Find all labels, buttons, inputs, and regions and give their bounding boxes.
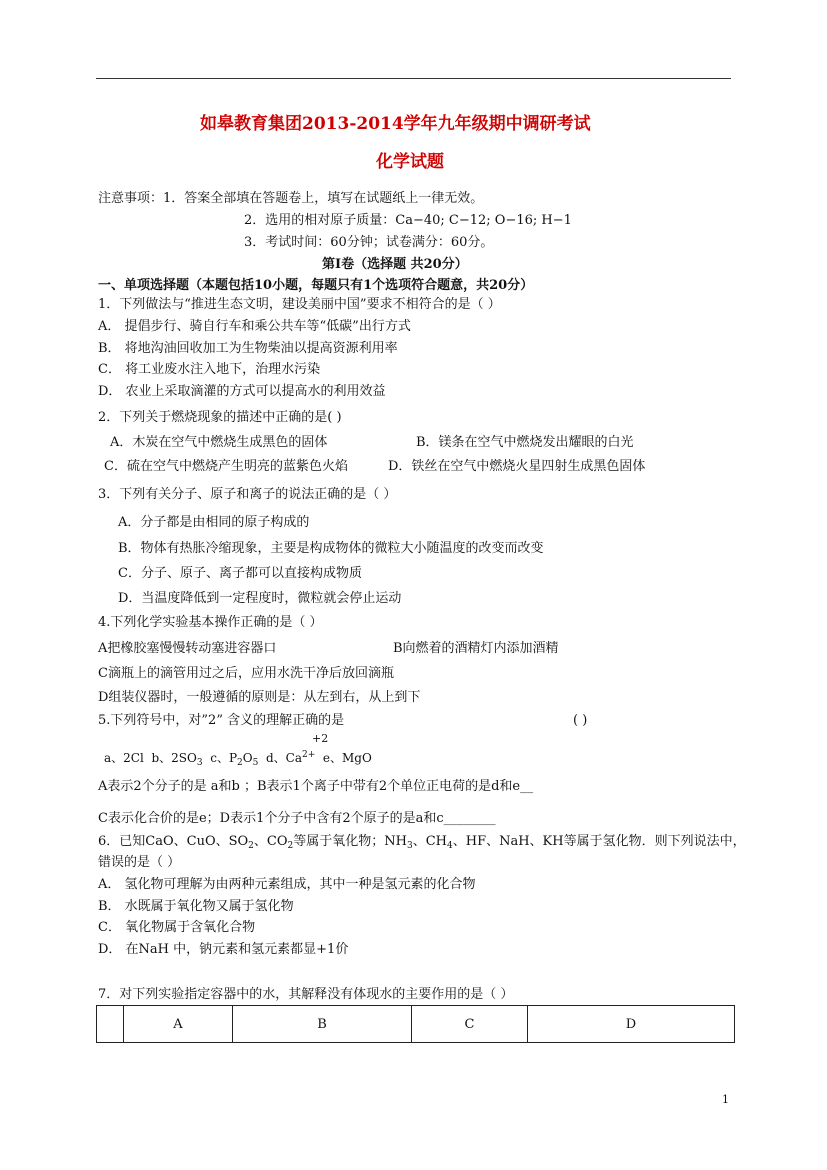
q5-symbol-d: d、$Ca^{2+}$: [265, 750, 316, 765]
q5-symbol-c: c、$P_2O_5$: [210, 751, 259, 768]
q3-option-b: B．物体有热胀冷缩现象，主要是构成物体的微粒大小随温度的改变而改变: [118, 541, 544, 556]
notes-line-2: 2．选用的相对原子质量：Ca−40; C−12; O−16; H−1: [244, 213, 572, 228]
q3-option-c: C．分子、原子、离子都可以直接构成物质: [118, 566, 362, 581]
notes-line-3: 3．考试时间：60分钟；试卷满分：60分。: [244, 235, 494, 250]
q1-option-b: B． 将地沟油回收加工为生物柴油以提高资源利用率: [98, 341, 398, 356]
page-number: 1: [722, 1093, 729, 1106]
q5-symbol-b: b、$2SO_3$: [151, 751, 203, 768]
q1-option-d: D． 农业上采取滴灌的方式可以提高水的利用效益: [98, 384, 386, 399]
q1-stem: 1．下列做法与“推进生态文明，建设美丽中国”要求不相符合的是（ ）: [98, 297, 501, 312]
q5-valence-mark: +2: [312, 732, 329, 745]
q7-table-header-a: A: [124, 1006, 233, 1043]
q4-option-b: B向燃着的酒精灯内添加酒精: [393, 641, 559, 656]
q3-option-d: D．当温度降低到一定程度时，微粒就会停止运动: [118, 591, 402, 606]
q2-stem: 2．下列关于燃烧现象的描述中正确的是( ): [98, 410, 342, 425]
q1-option-c: C． 将工业废水注入地下，治理水污染: [98, 362, 321, 377]
q5-symbol-e: e、MgO: [322, 751, 372, 765]
q7-table-header-row: [97, 1006, 735, 1043]
notes-line-1: 注意事项：1．答案全部填在答题卷上，填写在试题纸上一律无效。: [98, 191, 484, 206]
q2-option-c: C．硫在空气中燃烧产生明亮的蓝紫色火焰: [104, 459, 348, 474]
q1-option-a: A． 提倡步行、骑自行车和乘公共车等“低碳”出行方式: [98, 319, 411, 334]
q7-table: [96, 1005, 735, 1043]
q7-table-header-b: B: [233, 1006, 412, 1043]
q5-answer-line-2: C表示化合价的是e；D表示1个分子中含有2个原子的是a和c________: [98, 811, 496, 826]
q5-answer-paren: ( ): [573, 713, 588, 728]
q3-option-a: A．分子都是由相同的原子构成的: [118, 515, 310, 530]
q7-table-header-c: C: [412, 1006, 528, 1043]
q5-symbol-a: a、2Cl: [104, 751, 144, 765]
q2-option-a: A．木炭在空气中燃烧生成黑色的固体: [110, 435, 328, 450]
page-subtitle: 化学试题: [376, 152, 444, 172]
q4-option-c: C滴瓶上的滴管用过之后，应用水洗干净后放回滴瓶: [98, 666, 394, 681]
q5-symbols: [104, 750, 372, 768]
top-rule: [96, 78, 731, 79]
q2-option-b: B．镁条在空气中燃烧发出耀眼的白光: [416, 435, 634, 450]
q6-stem-line-2: 错误的是（ ）: [98, 855, 181, 870]
q2-option-d: D．铁丝在空气中燃烧火星四射生成黑色固体: [388, 459, 646, 474]
q7-table-cell-empty: [97, 1006, 124, 1043]
part1-heading: 一、单项选择题（本题包括10小题，每题只有1个选项符合题意，共20分）: [98, 278, 534, 293]
q6-option-c: C． 氧化物属于含氧化合物: [98, 920, 256, 935]
q6-option-a: A． 氢化物可理解为由两种元素组成，其中一种是氢元素的化合物: [98, 877, 476, 892]
q5-stem: 5.下列符号中，对”2” 含义的理解正确的是: [98, 713, 345, 728]
q6-option-b: B． 水既属于氧化物又属于氢化物: [98, 899, 294, 914]
q5-answer-line-1: A表示2个分子的是 a和b ；B表示1个离子中带有2个单位正电荷的是d和e__: [98, 779, 534, 794]
q4-stem: 4.下列化学实验基本操作正确的是（ ）: [98, 615, 323, 630]
q6-stem: 6．已知CaO、CuO、$SO_2$、$CO_2$等属于氧化物；$NH_3$、$CH_4$、HF、NaH、KH等属于氢化物．则下列说法中，: [98, 834, 746, 851]
q7-table-header-d: D: [528, 1006, 735, 1043]
q6-option-d: D． 在NaH 中，钠元素和氢元素都显+1价: [98, 942, 349, 957]
q4-option-a: A把橡胶塞慢慢转动塞进容器口: [98, 641, 277, 656]
q4-option-d: D组装仪器时，一般遵循的原则是：从左到右，从上到下: [98, 690, 421, 705]
page-title: 如皋教育集团2013-2014学年九年级期中调研考试: [200, 114, 591, 134]
q3-stem: 3．下列有关分子、原子和离子的说法正确的是（ ）: [98, 487, 397, 502]
q7-stem: 7．对下列实验指定容器中的水，其解释没有体现水的主要作用的是（ ）: [98, 987, 514, 1002]
section-heading: 第Ⅰ卷（选择题 共20分）: [322, 257, 468, 272]
